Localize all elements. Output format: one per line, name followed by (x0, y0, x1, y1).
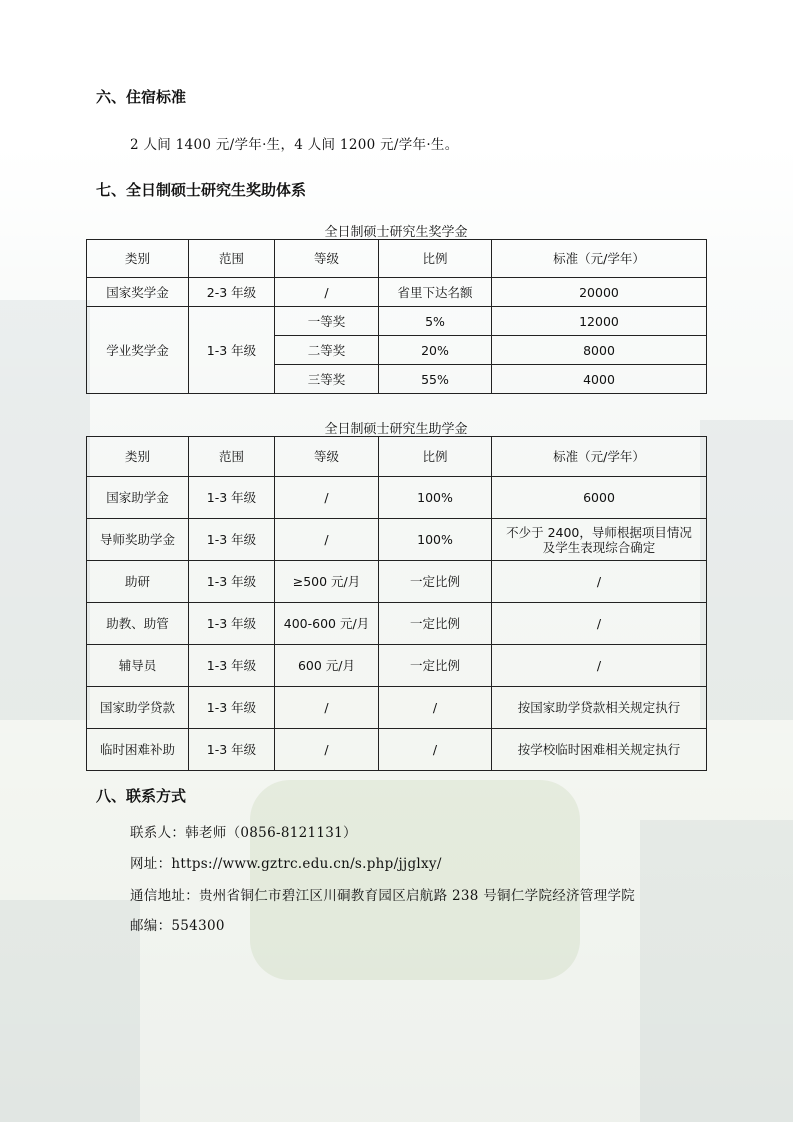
header-scope: 范围 (189, 437, 275, 477)
grant-table (86, 436, 707, 771)
cell-amount: 4000 (492, 365, 707, 394)
contact-person: 联系人：韩老师（0856-8121131） (130, 825, 357, 841)
contact-heading: 八、联系方式 (96, 787, 187, 805)
cell-category: 国家助学贷款 (87, 687, 189, 729)
cell-level: / (275, 687, 379, 729)
header-level: 等级 (275, 437, 379, 477)
cell-category: 学业奖学金 (87, 307, 189, 394)
cell-amount: 按国家助学贷款相关规定执行 (492, 687, 707, 729)
contact-postcode: 邮编：554300 (130, 918, 225, 934)
table-row (87, 477, 707, 519)
cell-level: 600 元/月 (275, 645, 379, 687)
cell-ratio: 55% (379, 365, 492, 394)
cell-amount: / (492, 561, 707, 603)
table-row (87, 519, 707, 561)
background-building-left (0, 300, 90, 720)
table-row (87, 729, 707, 771)
cell-category: 国家奖学金 (87, 278, 189, 307)
cell-ratio: / (379, 687, 492, 729)
header-amount: 标准（元/学年） (492, 240, 707, 278)
cell-amount: 12000 (492, 307, 707, 336)
table-row (87, 561, 707, 603)
cell-level: / (275, 477, 379, 519)
cell-scope: 1-3 年级 (189, 645, 275, 687)
table-row (87, 603, 707, 645)
cell-ratio: / (379, 729, 492, 771)
cell-category: 辅导员 (87, 645, 189, 687)
cell-amount: 不少于 2400，导师根据项目情况及学生表现综合确定 (492, 519, 707, 561)
header-scope: 范围 (189, 240, 275, 278)
table-row (87, 278, 707, 307)
cell-scope: 1-3 年级 (189, 477, 275, 519)
housing-text: 2 人间 1400 元/学年·生，4 人间 1200 元/学年·生。 (130, 137, 459, 153)
cell-level: / (275, 519, 379, 561)
scholarship-header-row (87, 240, 707, 278)
grant-header-row (87, 437, 707, 477)
cell-scope: 1-3 年级 (189, 603, 275, 645)
cell-level: 三等奖 (275, 365, 379, 394)
header-ratio: 比例 (379, 240, 492, 278)
cell-scope: 1-3 年级 (189, 687, 275, 729)
cell-ratio: 20% (379, 336, 492, 365)
table-row (87, 307, 707, 336)
cell-scope: 1-3 年级 (189, 307, 275, 394)
cell-level: 二等奖 (275, 336, 379, 365)
header-ratio: 比例 (379, 437, 492, 477)
scholarship-table (86, 239, 707, 394)
header-level: 等级 (275, 240, 379, 278)
cell-level: 一等奖 (275, 307, 379, 336)
background-building-bottom-right (640, 820, 793, 1122)
cell-amount: 8000 (492, 336, 707, 365)
cell-ratio: 省里下达名额 (379, 278, 492, 307)
cell-category: 临时困难补助 (87, 729, 189, 771)
cell-amount: / (492, 603, 707, 645)
cell-category: 导师奖助学金 (87, 519, 189, 561)
cell-amount: 20000 (492, 278, 707, 307)
housing-heading: 六、住宿标准 (96, 88, 187, 106)
cell-amount: 按学校临时困难相关规定执行 (492, 729, 707, 771)
cell-scope: 1-3 年级 (189, 729, 275, 771)
cell-category: 助教、助管 (87, 603, 189, 645)
cell-level: / (275, 729, 379, 771)
background-building-bottom-left (0, 900, 140, 1122)
cell-ratio: 5% (379, 307, 492, 336)
background-lawn (250, 780, 580, 980)
cell-scope: 1-3 年级 (189, 561, 275, 603)
cell-ratio: 一定比例 (379, 645, 492, 687)
cell-ratio: 100% (379, 519, 492, 561)
header-amount: 标准（元/学年） (492, 437, 707, 477)
grant-table-caption: 全日制硕士研究生助学金 (324, 422, 468, 437)
cell-level: / (275, 278, 379, 307)
cell-category: 国家助学金 (87, 477, 189, 519)
header-category: 类别 (87, 240, 189, 278)
aid-system-heading: 七、全日制硕士研究生奖助体系 (96, 181, 307, 199)
table-row (87, 645, 707, 687)
header-category: 类别 (87, 437, 189, 477)
table-row (87, 687, 707, 729)
cell-category: 助研 (87, 561, 189, 603)
cell-level: ≥500 元/月 (275, 561, 379, 603)
cell-scope: 2-3 年级 (189, 278, 275, 307)
cell-scope: 1-3 年级 (189, 519, 275, 561)
cell-ratio: 一定比例 (379, 561, 492, 603)
scholarship-table-caption: 全日制硕士研究生奖学金 (324, 225, 468, 240)
cell-level: 400-600 元/月 (275, 603, 379, 645)
cell-ratio: 一定比例 (379, 603, 492, 645)
background-building-right (700, 420, 793, 720)
cell-amount: / (492, 645, 707, 687)
cell-ratio: 100% (379, 477, 492, 519)
cell-amount: 6000 (492, 477, 707, 519)
contact-address: 通信地址：贵州省铜仁市碧江区川硐教育园区启航路 238 号铜仁学院经济管理学院 (130, 888, 636, 904)
contact-website[interactable]: 网址：https://www.gztrc.edu.cn/s.php/jjglxy/ (130, 856, 442, 872)
